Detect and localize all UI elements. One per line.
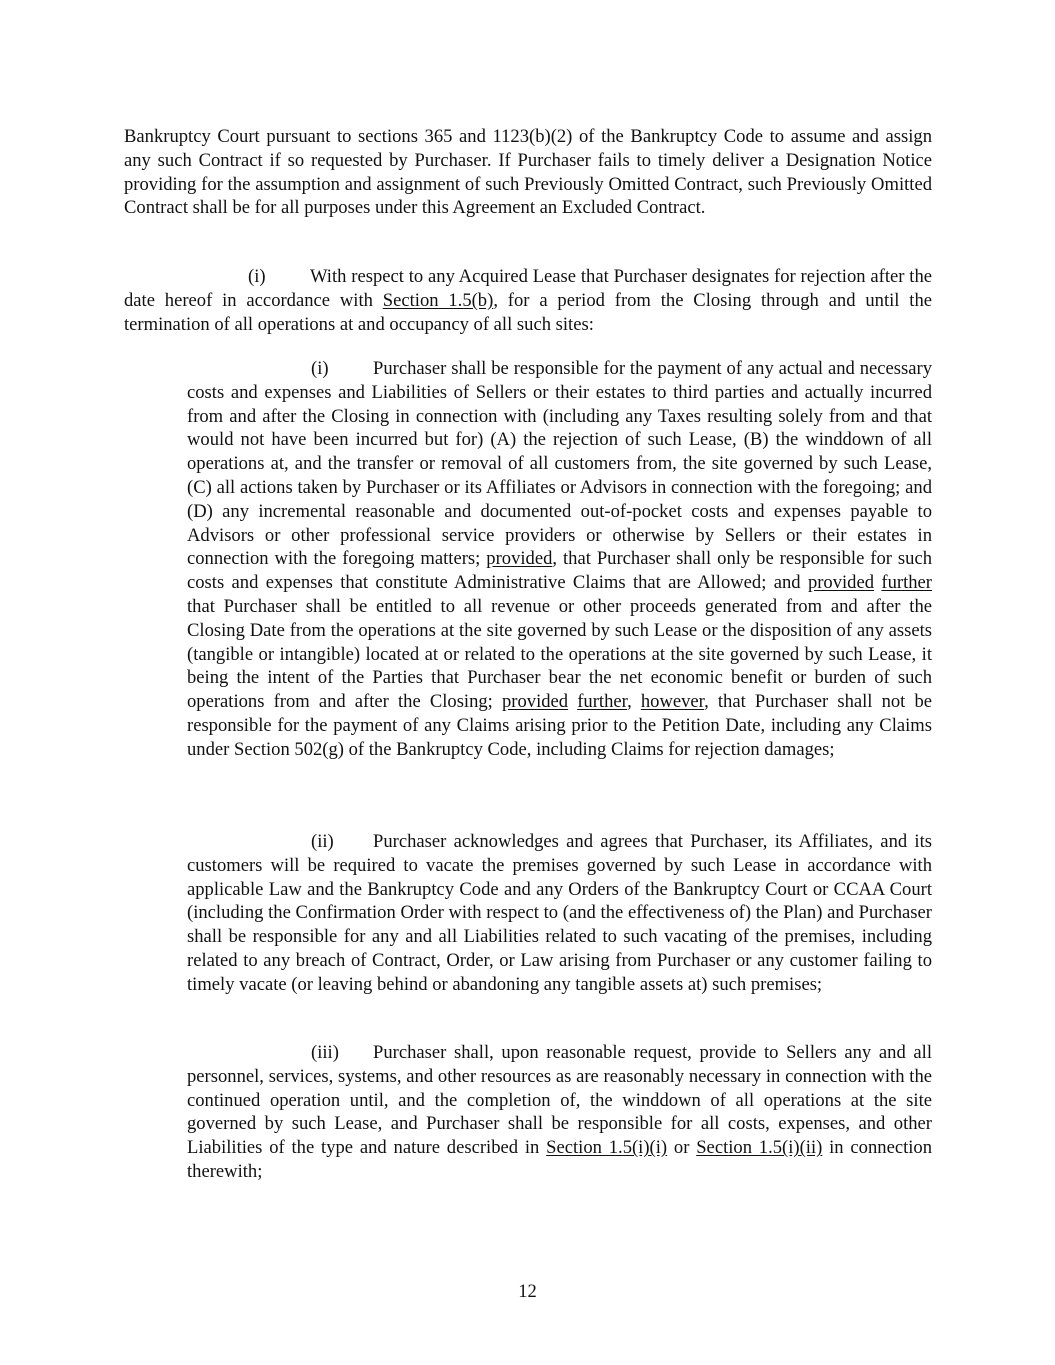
section-text: , for a period from the Closing through and until the termination of all operations at and occupancy of all such sites: [124, 289, 932, 335]
subsection-text: , that Purchaser shall not be responsible for the payment of any Claims arising prior to the Petition Date, including any Claims under Section 502(g) of the Bankruptcy Code, including Claims for rejection damages; [187, 691, 933, 760]
section-enumerator: (i) [248, 266, 266, 287]
subsection-text: Purchaser acknowledges and agrees that Purchaser, its Affiliates, and its customers will be required to vacate the premises governed by such Lease in accordance with applicable Law and the Bankruptcy Code and any Orders of the Bankruptcy Court or CCAA Court (including the Confirmation Order with respect to (and the effectiveness of) the Plan) and Purchaser shall be responsible for any and all Liabilities related to such vacating of the premises, including related to any breach of Contract, Order, or Law arising from Purchaser or any customer failing to timely vacate (or leaving behind or abandoning any tangible assets at) such premises; [187, 831, 932, 995]
subsection-ii-paragraph [187, 830, 932, 997]
provided-term: provided [807, 572, 875, 594]
subsection-text: that Purchaser shall be entitled to all revenue or other proceeds generated from and after the Closing Date from the operations at the site governed by such Lease or the disposition of any assets (tangible or intangible) located at or related to the operations at the site governed by such Lease, it being the intent of the Parties that Purchaser bear the net economic benefit or burden of such operations from and after the Closing; [187, 595, 932, 713]
subsection-i-paragraph: (i) Purchaser shall be responsible for the payment of any actual and necessary costs and expenses and Liabilities of Sellers or their estates to third parties and actually incurred from and after the Closing in connection with (including any Taxes resulting solely from and that would not have been incurred but for) (A) the rejection of such Lease, (B) the winddown of all operations at, and the transfer or removal of all customers from, the site governed by such Lease, (C) all actions taken by Purchaser or its Affiliates or Advisors in connection with the foregoing; and (D) any incremental reasonable and documented out-of-pocket costs and expenses payable to Advisors or other professional service providers or otherwise by Sellers or their estates in connection with the foregoing matters; provided, that Purchaser shall only be responsible for such costs and expenses that constitute Administrative Claims that are Allowed; and provided further that Purchaser shall be entitled to all revenue or other proceeds generated from and after the Closing Date from the operations at the site governed by such Lease or the disposition of any assets (tangible or intangible) located at or related to the operations at the site governed by such Lease, it being the intent of the Parties that Purchaser bear the net economic benefit or burden of such operations from and after the Closing; provided further, however, that Purchaser shall not be responsible for the payment of any Claims arising prior to the Petition Date, including any Claims under Section 502(g) of the Bankruptcy Code, including Claims for rejection damages; [187, 358, 933, 760]
however-term: however [640, 691, 705, 713]
subsection-text: Purchaser shall be responsible for the payment of any actual and necessary costs and expenses and Liabilities of Sellers or their estates to third parties and actually incurred from and after the Closing in connection with (including any Taxes resulting solely from and that would not have been incurred but for) (A) the rejection of such Lease, (B) the winddown of all operations at, and the transfer or removal of all customers from, the site governed by such Lease, (C) all actions taken by Purchaser or its Affiliates or Advisors in connection with the foregoing; and (D) any incremental reasonable and documented out-of-pocket costs and expenses payable to Advisors or other professional service providers or otherwise by Sellers or their estates in connection with the foregoing matters; [187, 358, 932, 570]
subsection-text: , that Purchaser shall only be responsible for such costs and expenses that constitute Administrative Claims that are Allowed; and [187, 548, 932, 594]
section-1-5-i-paragraph [124, 265, 932, 336]
subsection-iii-paragraph [187, 1041, 932, 1184]
subsection-text: or [667, 1137, 697, 1159]
subsection-text: in connection therewith; [187, 1137, 932, 1182]
subsection-enumerator: (i) [311, 358, 329, 379]
subsection-enumerator: (iii) [311, 1042, 339, 1063]
provided-term: provided [501, 691, 569, 713]
section-reference-link: Section 1.5(b) [382, 289, 494, 311]
continuation-paragraph: Bankruptcy Court pursuant to sections 365 and 1123(b)(2) of the Bankruptcy Code to assume and assign any such Contract if so requested by Purchaser. If Purchaser fails to timely deliver a Designation Notice providing for the assumption and assignment of such Previously Omitted Contract, such Previously Omitted Contract shall be for all purposes under this Agreement an Excluded Contract. [124, 126, 932, 219]
section-reference-link: Section 1.5(i)(i) [546, 1137, 668, 1159]
further-term: further [577, 691, 628, 713]
provided-term: provided [486, 548, 553, 570]
further-term: further [881, 572, 932, 594]
section-reference-link: Section 1.5(i)(ii) [696, 1137, 823, 1159]
subsection-enumerator: (ii) [311, 831, 334, 852]
section-text: With respect to any Acquired Lease that Purchaser designates for rejection after the date hereof in accordance with [124, 266, 932, 311]
subsection-text: Purchaser shall, upon reasonable request, provide to Sellers any and all personnel, services, systems, and other resources as are reasonably necessary in connection with the continued operation until, and the completion of, the winddown of all operations at the site governed by such Lease, and Purchaser shall be responsible for all costs, expenses, and other Liabilities of the type and nature described in [187, 1042, 932, 1159]
page-number: 12 [518, 1281, 537, 1302]
